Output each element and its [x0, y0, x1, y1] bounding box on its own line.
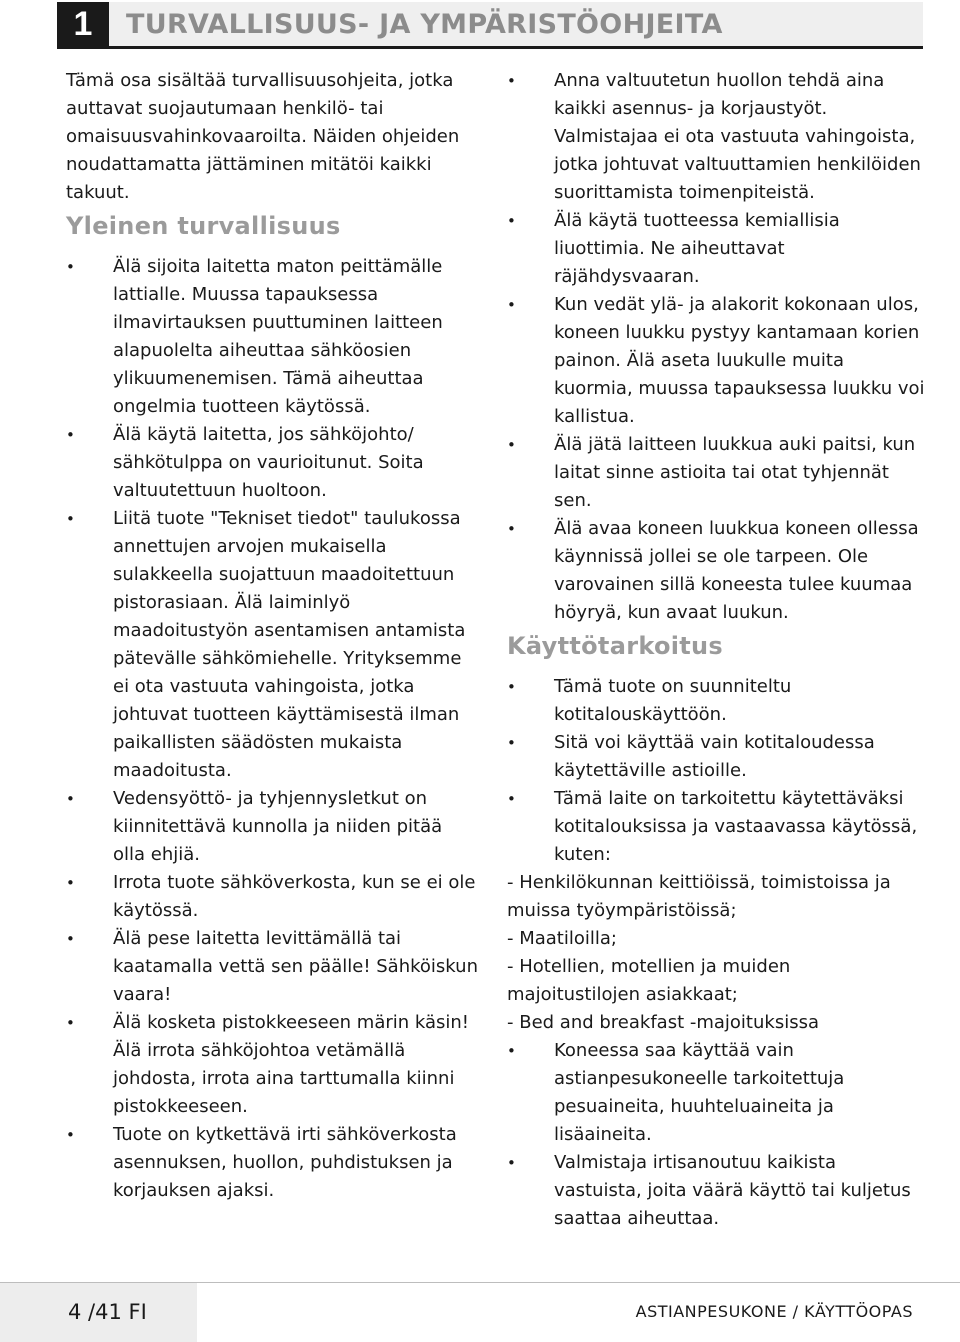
list-item-text: Älä kosketa pistokkeeseen märin käsin! Älä irrota sähköjohtoa vetämällä johdosta, irrota aina tarttumalla kiinni pistokkeeseen.	[113, 1012, 470, 1117]
bullet-icon: •	[507, 436, 516, 454]
list-item	[507, 291, 927, 431]
bullet-icon: •	[507, 790, 516, 808]
list-item-text: Sitä voi käyttää vain kotitaloudessa käytettäville astioille.	[554, 732, 875, 781]
dash-item: - Hotellien, motellien ja muiden majoitustilojen asiakkaat;	[507, 956, 791, 1005]
bullet-icon: •	[507, 520, 516, 538]
bullet-icon: •	[507, 734, 516, 752]
bullet-icon: •	[66, 790, 75, 808]
chapter-number: 1	[57, 2, 109, 47]
bullet-icon: •	[66, 874, 75, 892]
dash-item: - Bed and breakfast -majoituksissa	[507, 1012, 819, 1033]
dash-item: - Maatiloilla;	[507, 928, 617, 949]
list-item	[507, 729, 927, 785]
bullet-icon: •	[66, 258, 75, 276]
list-item	[66, 869, 478, 925]
bullet-icon: •	[66, 930, 75, 948]
list-item-text: Älä pese laitetta levittämällä tai kaatamalla vettä sen päälle! Sähköiskun vaara!	[113, 928, 478, 1005]
list-item-text: Älä sijoita laitetta maton peittämälle lattialle. Muussa tapauksessa ilmavirtauksen puuttuminen laitteen alapuolelta aiheuttaa sähköosien ylikuumenemisen. Tämä aiheuttaa ongelmia tuotteen käytössä.	[113, 256, 443, 417]
page-number: 4 /41 FI	[68, 1300, 147, 1324]
list-item	[66, 253, 478, 421]
list-item-text: Koneessa saa käyttää vain astianpesukoneelle tarkoitettuja pesuaineita, huuhteluaineita ja lisäaineita.	[554, 1040, 845, 1145]
list-item-text: Tämä tuote on suunniteltu kotitalouskäyttöön.	[554, 676, 792, 725]
list-item-text: Anna valtuutetun huollon tehdä aina kaikki asennus- ja korjaustyöt. Valmistajaa ei ota vastuuta vahingoista, jotka johtuvat valtuuttamien henkilöiden suorittamista toimenpiteistä.	[554, 70, 921, 203]
bullet-icon: •	[66, 426, 75, 444]
list-item	[507, 1149, 927, 1233]
list-item-text: Älä avaa koneen luukkua koneen ollessa käynnissä jollei se ole tarpeen. Ole varovainen sillä koneesta tulee kuumaa höyryä, kun avaat luukun.	[554, 518, 919, 623]
usage-environment-list	[507, 869, 927, 1037]
service-safety-list	[507, 67, 927, 627]
bullet-icon: •	[507, 72, 516, 90]
list-item-text: Tuote on kytkettävä irti sähköverkosta asennuksen, huollon, puhdistuksen ja korjauksen ajaksi.	[113, 1124, 457, 1201]
list-item-text: Liitä tuote "Tekniset tiedot" taulukossa annettujen arvojen mukaisella sulakkeella suojattuun maadoitettuun pistorasiaan. Älä laiminlyö maadoitustyön asentamisen antamista pätevälle sähkömiehelle. Yrityksemme ei ota vastuuta vahingoista, jotka johtuvat tuotteen käyttämisestä ilman paikallisten säädösten mukaista maadoitusta.	[113, 508, 466, 781]
intro-paragraph: Tämä osa sisältää turvallisuusohjeita, jotka auttavat suojautumaan henkilö- tai omaisuusvahinkovaaroilta. Näiden ohjeiden noudattamatta jättäminen mitätöi kaikki takuut.	[66, 70, 460, 203]
list-item	[66, 785, 478, 869]
list-item	[66, 1009, 478, 1121]
list-item	[507, 673, 927, 729]
list-item-text: Irrota tuote sähköverkosta, kun se ei ole käytössä.	[113, 872, 476, 921]
list-item	[507, 785, 927, 869]
bullet-icon: •	[66, 510, 75, 528]
right-column	[507, 67, 927, 1233]
bullet-icon: •	[66, 1014, 75, 1032]
bullet-icon: •	[507, 296, 516, 314]
bullet-icon: •	[507, 1154, 516, 1172]
left-column	[66, 67, 478, 1205]
dash-item: - Henkilökunnan keittiöissä, toimistoissa ja muissa työympäristöissä;	[507, 872, 891, 921]
list-item-text: Vedensyöttö- ja tyhjennysletkut on kiinnitettävä kunnolla ja niiden pitää olla ehjiä.	[113, 788, 443, 865]
bullet-icon: •	[507, 212, 516, 230]
bullet-icon: •	[66, 1126, 75, 1144]
bullet-icon: •	[507, 1042, 516, 1060]
list-item-text: Kun vedät ylä- ja alakorit kokonaan ulos, koneen luukku pystyy kantamaan korien painon. Älä aseta luukulle muita kuormia, muussa tapauksessa luukku voi kallistua.	[554, 294, 925, 427]
list-item	[66, 925, 478, 1009]
bullet-icon: •	[507, 678, 516, 696]
chapter-title: TURVALLISUUS- JA YMPÄRISTÖOHJEITA	[126, 9, 723, 40]
list-item	[66, 421, 478, 505]
document-title: ASTIANPESUKONE / KÄYTTÖOPAS	[635, 1302, 913, 1321]
list-item	[507, 67, 927, 207]
list-item-text: Tämä laite on tarkoitettu käytettäväksi kotitalouksissa ja vastaavassa käytössä, kuten:	[554, 788, 918, 865]
list-item-text: Valmistaja irtisanoutuu kaikista vastuista, joita väärä käyttö tai kuljetus saattaa aiheuttaa.	[554, 1152, 911, 1229]
list-item-text: Älä käytä tuotteessa kemiallisia liuottimia. Ne aiheuttavat räjähdysvaaran.	[554, 210, 840, 287]
list-item	[507, 1037, 927, 1149]
list-item	[507, 207, 927, 291]
intended-use-list	[507, 673, 927, 869]
section-title-intended-use: Käyttötarkoitus	[507, 632, 724, 660]
list-item	[66, 1121, 478, 1205]
list-item-text: Älä käytä laitetta, jos sähköjohto/ sähkötulppa on vaurioitunut. Soita valtuutettuun huoltoon.	[113, 424, 424, 501]
general-safety-list	[66, 253, 478, 1205]
section-title-general-safety: Yleinen turvallisuus	[66, 212, 341, 240]
list-item	[507, 515, 927, 627]
list-item	[507, 431, 927, 515]
list-item	[66, 505, 478, 785]
detergent-list	[507, 1037, 927, 1233]
list-item-text: Älä jätä laitteen luukkua auki paitsi, kun laitat sinne astioita tai otat tyhjennät sen.	[554, 434, 916, 511]
